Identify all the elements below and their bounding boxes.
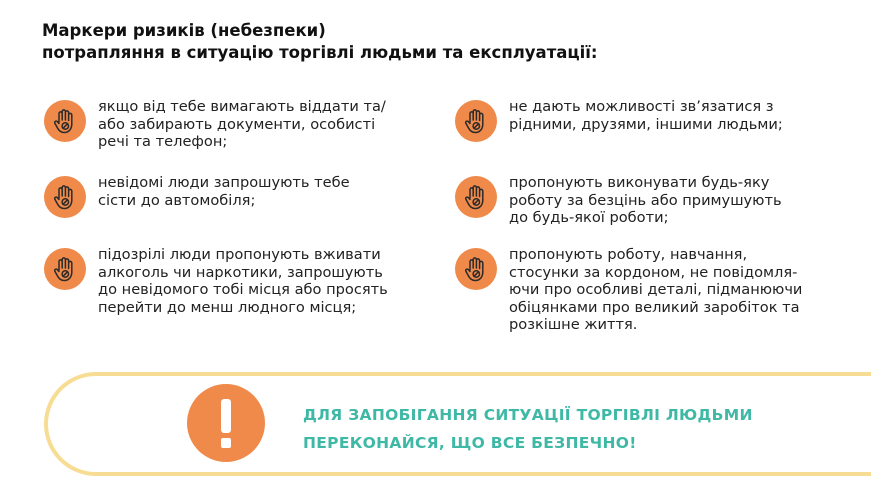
marker-line: сісти до автомобіля; xyxy=(98,191,256,209)
marker-line: підозрілі люди пропонують вживати xyxy=(98,246,381,263)
marker-line: рідними, друзями, іншими людьми; xyxy=(509,115,783,133)
marker-line: обіцянками про великий заробіток та xyxy=(509,298,800,316)
marker-line: перейти до менш людного місця; xyxy=(98,298,357,316)
marker-item xyxy=(44,174,350,218)
exclamation-icon xyxy=(187,384,265,462)
title-line-1: Маркери ризиків (небезпеки) xyxy=(42,21,326,40)
marker-line: не дають можливості зв’язатися з xyxy=(509,98,774,115)
marker-text xyxy=(98,98,386,151)
marker-line: якщо від тебе вимагають віддати та/ xyxy=(98,98,386,115)
marker-line: до будь-якої роботи; xyxy=(509,209,669,227)
stop-hand-icon xyxy=(44,176,86,218)
marker-line: невідомі люди запрошують тебе xyxy=(98,174,350,191)
marker-item xyxy=(455,98,783,142)
marker-item xyxy=(455,174,782,227)
marker-text xyxy=(509,98,783,133)
marker-line: пропонують роботу, навчання, xyxy=(509,246,748,263)
cta-line-2: ПЕРЕКОНАЙСЯ, ЩО ВСЕ БЕЗПЕЧНО! xyxy=(303,434,637,452)
stop-hand-icon xyxy=(455,248,497,290)
marker-text xyxy=(98,174,350,209)
stop-hand-icon xyxy=(44,100,86,142)
marker-line: стосунки за кордоном, не повідомля- xyxy=(509,263,798,281)
stop-hand-icon xyxy=(455,176,497,218)
marker-line: розкішне життя. xyxy=(509,316,638,334)
marker-text xyxy=(98,246,388,316)
marker-line: ючи про особливі деталі, підманюючи xyxy=(509,281,803,299)
cta-line-1: ДЛЯ ЗАПОБІГАННЯ СИТУАЦІЇ ТОРГІВЛІ ЛЮДЬМИ xyxy=(303,406,753,424)
marker-item xyxy=(455,246,802,334)
marker-text xyxy=(509,246,802,334)
cta-text xyxy=(303,401,753,457)
marker-line: алкоголь чи наркотики, запрошують xyxy=(98,263,383,281)
marker-line: до невідомого тобі місця або просять xyxy=(98,281,388,299)
marker-item xyxy=(44,246,388,316)
marker-line: або забирають документи, особисті xyxy=(98,115,376,133)
stop-hand-icon xyxy=(44,248,86,290)
marker-line: пропонують виконувати будь-яку xyxy=(509,174,770,191)
title-line-2: потрапляння в ситуацію торгівлі людьми та експлуатації: xyxy=(42,43,598,62)
marker-line: речі та телефон; xyxy=(98,133,228,151)
marker-line: роботу за безцінь або примушують xyxy=(509,191,782,209)
marker-item xyxy=(44,98,386,151)
stop-hand-icon xyxy=(455,100,497,142)
page-title xyxy=(42,20,822,64)
marker-text xyxy=(509,174,782,227)
